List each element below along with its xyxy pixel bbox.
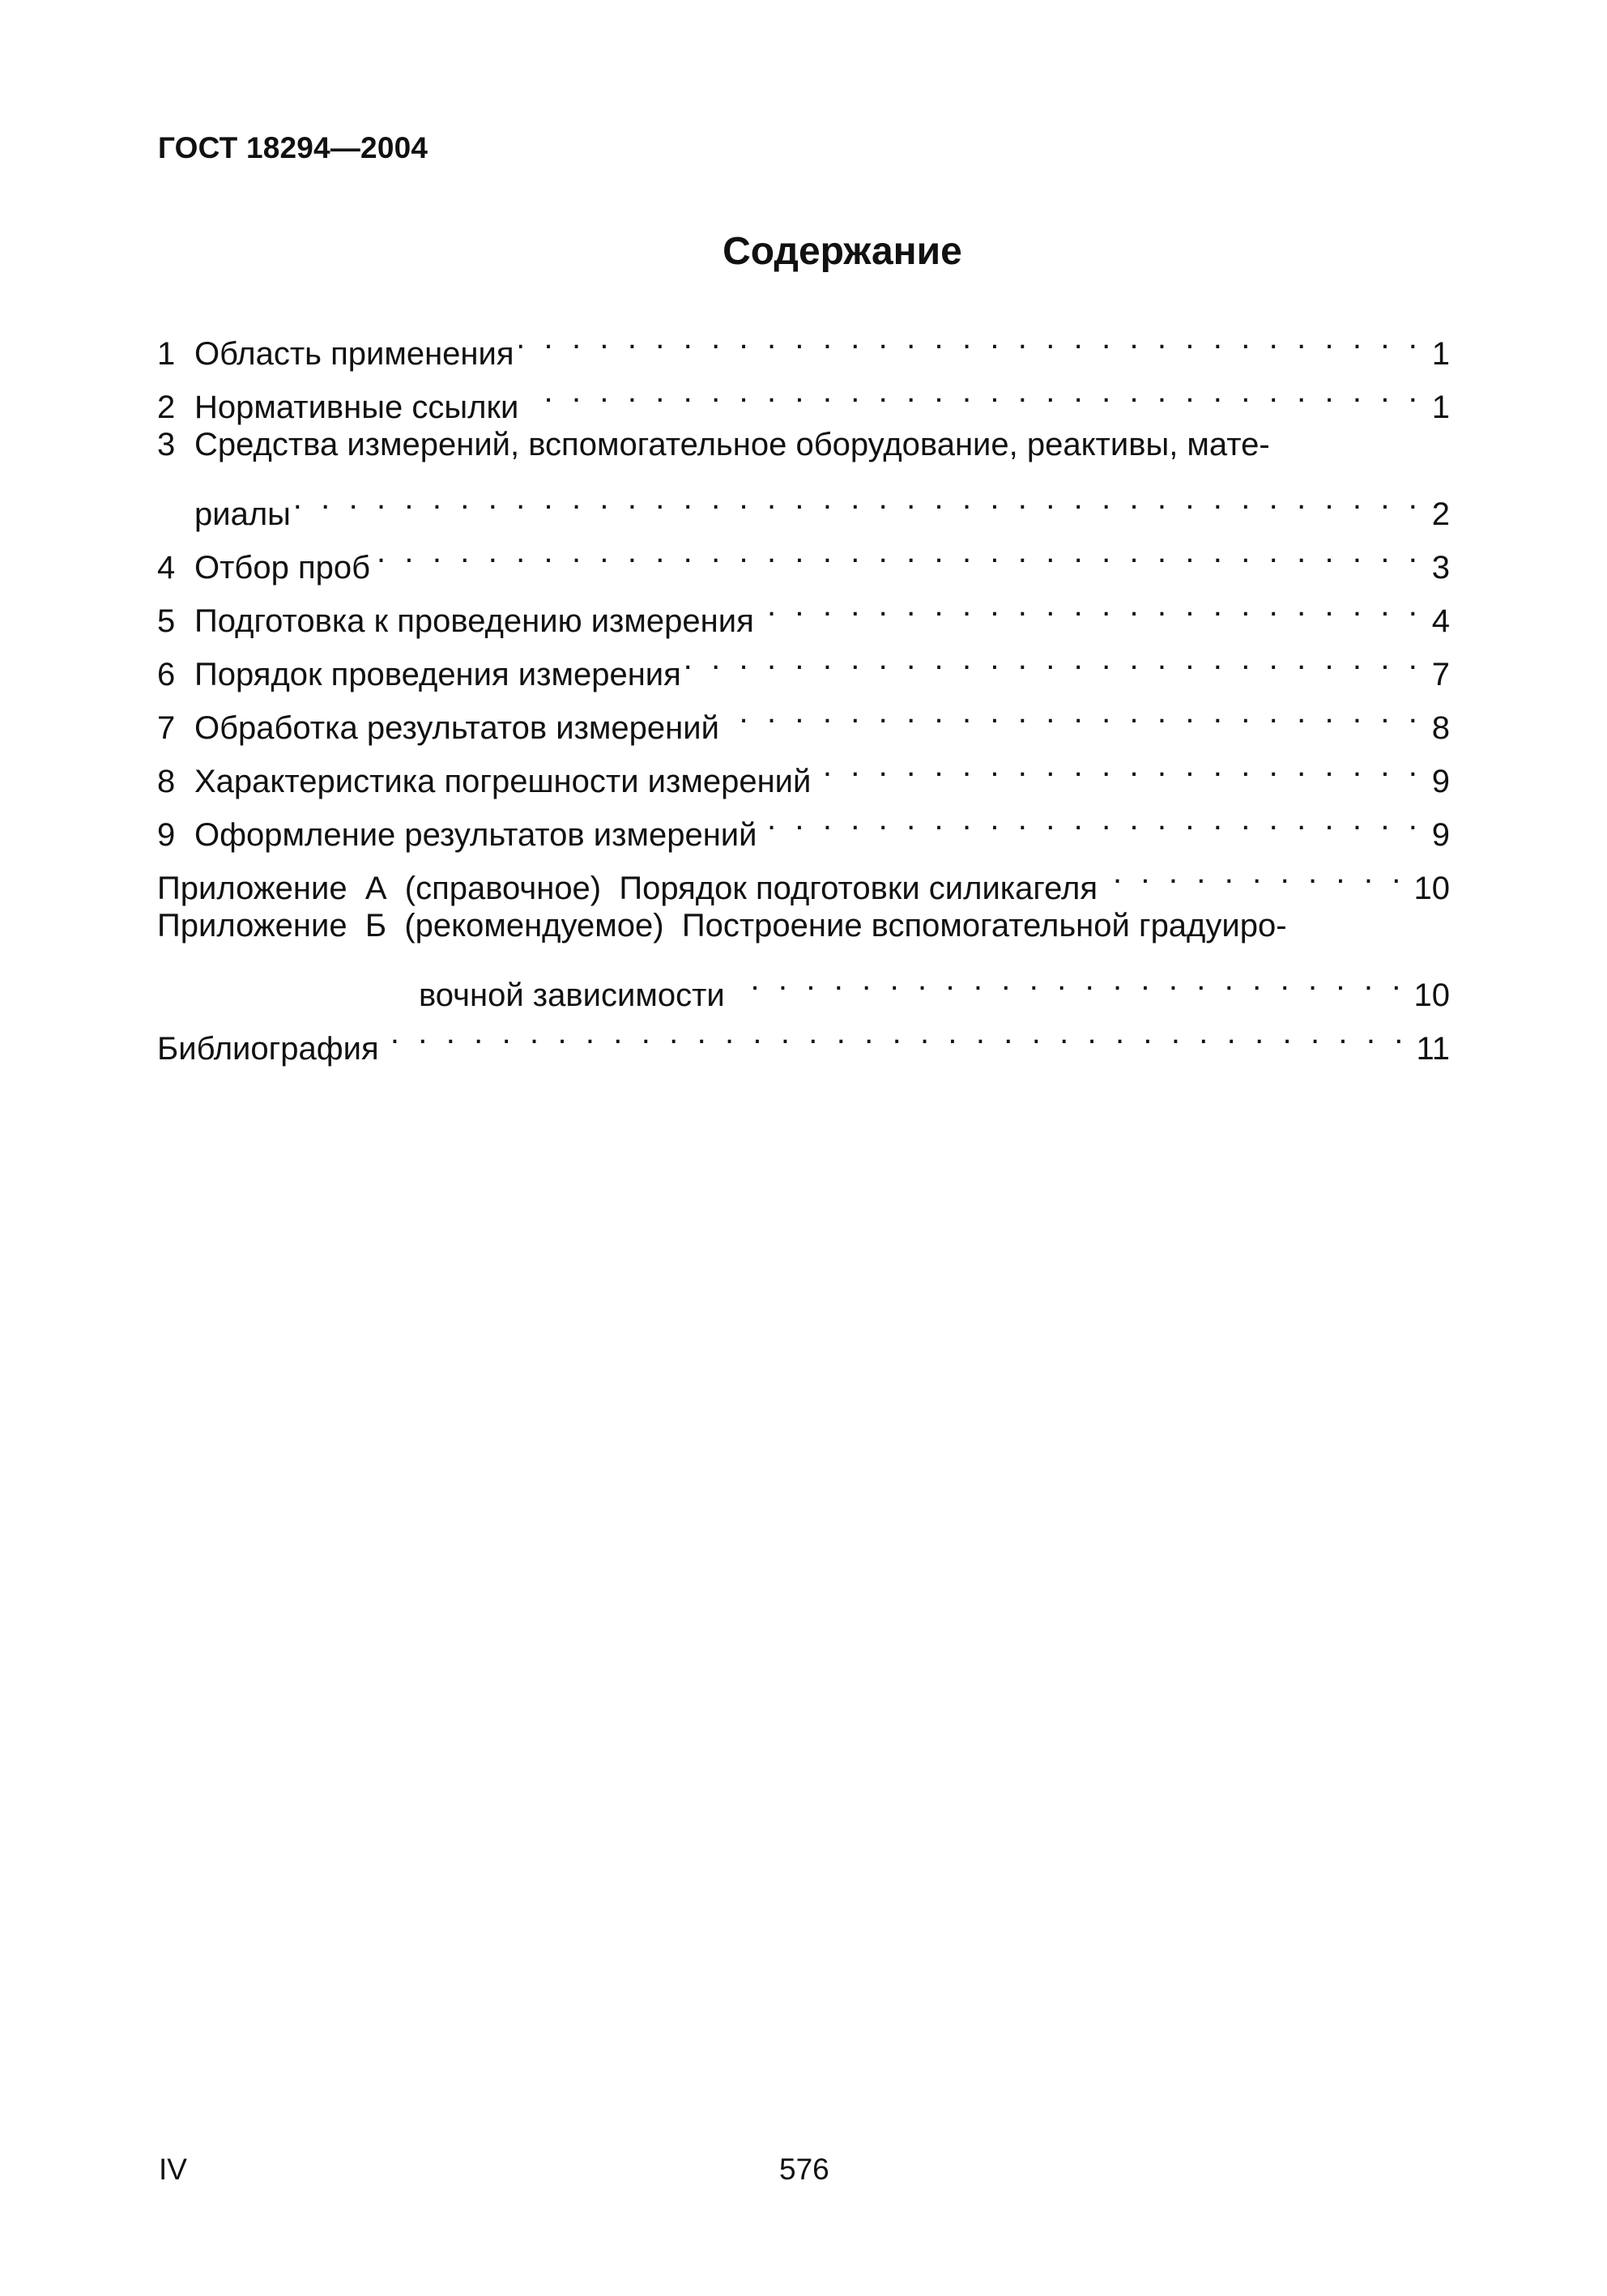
toc-entry-page: 10 — [1413, 871, 1450, 906]
toc-title: Содержание — [723, 230, 962, 273]
toc-entry-title: Оформление результатов измерений — [194, 817, 757, 853]
toc-entry-page: 4 — [1431, 603, 1450, 639]
toc-entry-page: 10 — [1413, 978, 1450, 1013]
toc-entry-page: 1 — [1431, 390, 1450, 425]
dot-leader — [523, 364, 1422, 418]
toc-entry-number: 4 — [157, 550, 176, 586]
dot-leader — [816, 739, 1422, 792]
toc-entry-number: 6 — [157, 657, 176, 692]
toc-entry-number: 8 — [157, 764, 176, 799]
toc-entry-page: 2 — [1431, 496, 1450, 532]
document-code: ГОСТ 18294—2004 — [158, 131, 428, 164]
dot-leader — [375, 525, 1422, 578]
toc-entry-page: 11 — [1416, 1031, 1450, 1067]
dot-leader — [730, 952, 1406, 1006]
toc-appendix-a[interactable] — [157, 846, 1450, 906]
dot-leader — [724, 685, 1422, 739]
dot-leader — [296, 471, 1422, 525]
toc-entry-4[interactable] — [157, 525, 1450, 586]
toc-entry-8[interactable] — [157, 739, 1450, 799]
toc-appendix-b[interactable] — [157, 899, 1450, 1013]
toc-entry-5[interactable] — [157, 578, 1450, 639]
toc-entry-9[interactable] — [157, 792, 1450, 853]
dot-leader — [384, 1006, 1409, 1059]
toc-entry-number: 5 — [157, 603, 176, 639]
toc-entry-page: 8 — [1431, 710, 1450, 746]
toc-entry-title-line-2: риалы — [194, 496, 291, 532]
toc-appendix-title-line-1: Приложение Б (рекомендуемое) Построение вспомогательной градуиро- — [157, 908, 1287, 944]
dot-leader — [759, 578, 1422, 632]
toc-bibliography-title: Библиография — [157, 1031, 379, 1067]
toc-entry-title: Характеристика погрешности измерений — [194, 764, 812, 799]
dot-leader — [1102, 846, 1405, 899]
dot-leader — [519, 311, 1422, 364]
toc-entry-title: Обработка результатов измерений — [194, 710, 719, 746]
toc-entry-1[interactable] — [157, 311, 1450, 372]
toc-entry-number: 2 — [157, 390, 176, 425]
toc-entry-title: Отбор проб — [194, 550, 371, 586]
dot-leader — [686, 632, 1422, 685]
roman-page-number: IV — [159, 2153, 187, 2186]
toc-entry-2[interactable] — [157, 364, 1450, 425]
toc-entry-title: Нормативные ссылки — [194, 390, 519, 425]
toc-entry-page: 3 — [1431, 550, 1450, 586]
toc-entry-7[interactable] — [157, 685, 1450, 746]
toc-entry-number: 7 — [157, 710, 176, 746]
toc-entry-number: 9 — [157, 817, 176, 853]
toc-entry-page: 9 — [1431, 764, 1450, 799]
toc-entry-title-line-1: Средства измерений, вспомогательное оборудование, реактивы, мате- — [194, 427, 1270, 462]
toc-entry-page: 9 — [1431, 817, 1450, 853]
dot-leader — [762, 792, 1423, 846]
toc-appendix-title-line-2: вочной зависимости — [419, 978, 725, 1013]
toc-appendix-title: Приложение А (справочное) Порядок подготовки силикагеля — [157, 871, 1098, 906]
toc-entry-number: 1 — [157, 336, 176, 372]
toc-entry-title: Подготовка к проведению измерения — [194, 603, 754, 639]
toc-entry-3[interactable] — [157, 418, 1450, 532]
toc-entry-title: Порядок проведения измерения — [194, 657, 681, 692]
toc-entry-6[interactable] — [157, 632, 1450, 692]
toc-entry-title: Область применения — [194, 336, 514, 372]
toc-entry-page: 7 — [1431, 657, 1450, 692]
toc-entry-page: 1 — [1431, 336, 1450, 372]
toc-bibliography[interactable] — [157, 1006, 1450, 1067]
table-of-contents — [157, 311, 1450, 1067]
page-number: 576 — [779, 2153, 829, 2186]
toc-entry-number: 3 — [157, 427, 176, 462]
